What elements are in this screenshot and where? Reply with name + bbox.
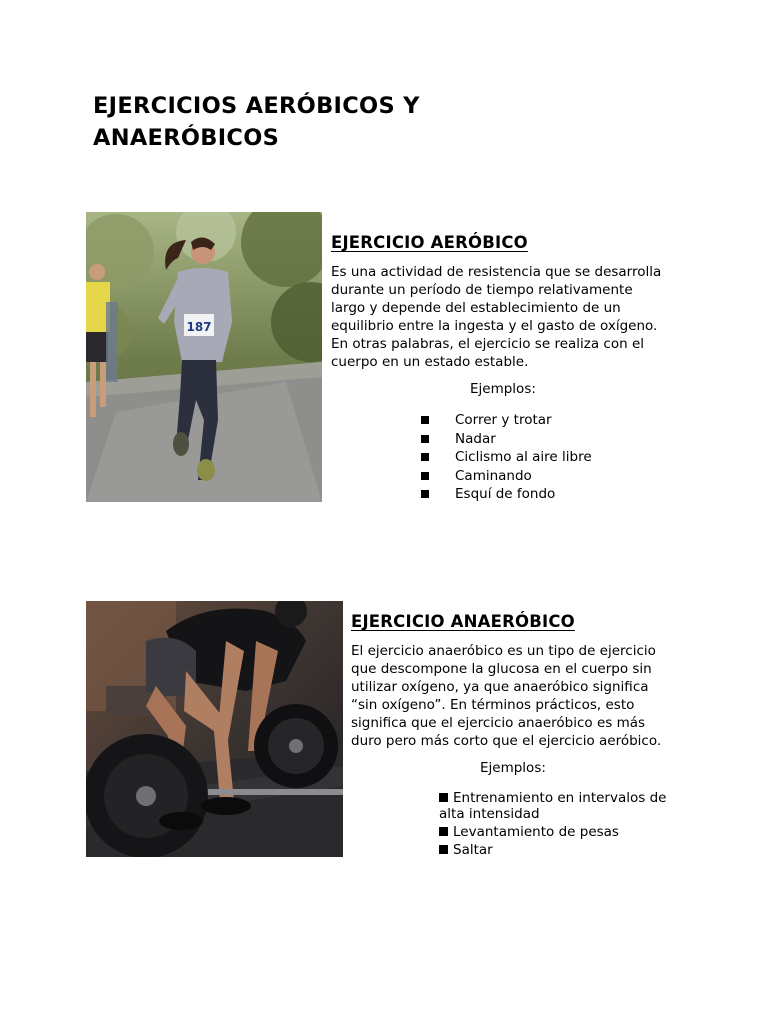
aerobic-examples-label: Ejemplos: (470, 381, 536, 397)
anaerobic-examples-label: Ejemplos: (480, 760, 546, 776)
list-item: Correr y trotar (419, 411, 592, 430)
list-item: Saltar (439, 842, 689, 858)
list-item: Ciclismo al aire libre (419, 448, 592, 467)
weightlifting-photo (86, 601, 343, 857)
list-item: Nadar (419, 430, 592, 449)
list-item: Levantamiento de pesas (439, 824, 689, 840)
bullet-square-icon (421, 435, 429, 443)
list-item: Esquí de fondo (419, 485, 592, 504)
anaerobic-examples-list (439, 790, 689, 860)
anaerobic-description: El ejercicio anaeróbico es un tipo de ejercicio que descompone la glucosa en el cuerpo sin utilizar oxígeno, ya que anaeróbico significa “sin oxígeno”. En términos prácticos, esto significa que el ejercicio anaeróbico es más duro pero más corto que el ejercicio aeróbico. (351, 643, 662, 749)
list-item: Entrenamiento en intervalos de alta intensidad (439, 790, 667, 822)
bullet-square-icon (421, 416, 429, 424)
aerobic-examples-list (419, 411, 592, 504)
anaerobic-heading: EJERCICIO ANAERÓBICO (351, 612, 575, 631)
runner-bib-number: 187 (186, 320, 212, 334)
runner-photo (86, 212, 322, 502)
aerobic-heading: EJERCICIO AERÓBICO (331, 233, 528, 252)
bullet-square-icon (421, 490, 429, 498)
page-title: EJERCICIOS AERÓBICOS Y ANAERÓBICOS (93, 93, 420, 151)
list-item: Caminando (419, 467, 592, 486)
bullet-square-icon (439, 827, 448, 836)
bullet-square-icon (439, 793, 448, 802)
bullet-square-icon (421, 472, 429, 480)
aerobic-description: Es una actividad de resistencia que se desarrolla durante un período de tiempo relativamente largo y depende del establecimiento de un equilibrio entre la ingesta y el gasto de oxígeno. En otras palabras, el ejercicio se realiza con el cuerpo en un estado estable. (331, 264, 662, 370)
bullet-square-icon (421, 453, 429, 461)
bullet-square-icon (439, 845, 448, 854)
